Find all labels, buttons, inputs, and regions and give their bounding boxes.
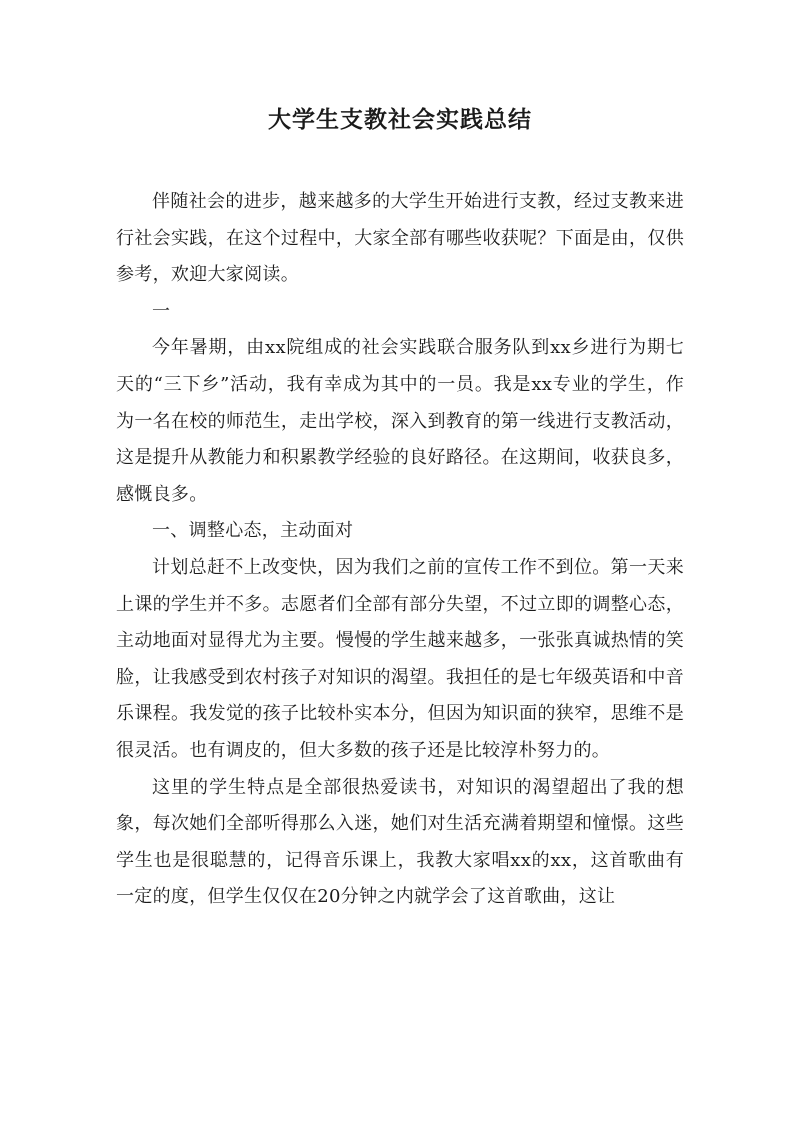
body-paragraph: 今年暑期，由xx院组成的社会实践联合服务队到xx乡进行为期七天的“三下乡”活动，我有幸成为其中的一员。我是xx专业的学生，作为一名在校的师范生，走出学校，深入到教育的第一线进行支教活动，这是提升从教能力和积累教学经验的良好路径。在这期间，收获良多，感慨良多。 — [116, 337, 684, 505]
section-heading: 一、调整心态，主动面对 — [152, 520, 354, 542]
document-title: 大学生支教社会实践总结 — [268, 106, 532, 133]
document-body — [116, 184, 684, 916]
body-paragraph: 这里的学生特点是全部很热爱读书，对知识的渴望超出了我的想象，每次她们全部听得那么入迷，她们对生活充满着期望和憧憬。这些学生也是很聪慧的，记得音乐课上，我教大家唱xx的xx，这首歌曲有一定的度，但学生仅仅在20分钟之内就学会了这首歌曲，这让 — [116, 776, 684, 908]
intro-paragraph: 伴随社会的进步，越来越多的大学生开始进行支教，经过支教来进行社会实践，在这个过程中，大家全部有哪些收获呢？下面是由，仅供参考，欢迎大家阅读。 — [116, 191, 684, 286]
section-marker: 一 — [152, 300, 171, 322]
body-paragraph: 计划总赶不上改变快，因为我们之前的宣传工作不到位。第一天来上课的学生并不多。志愿者们全部有部分失望，不过立即的调整心态，主动地面对显得尤为主要。慢慢的学生越来越多，一张张真诚热情的笑脸，让我感受到农村孩子对知识的渴望。我担任的是七年级英语和中音乐课程。我发觉的孩子比较朴实本分，但因为知识面的狭窄，思维不是很灵活。也有调皮的，但大多数的孩子还是比较淳朴努力的。 — [116, 556, 684, 761]
